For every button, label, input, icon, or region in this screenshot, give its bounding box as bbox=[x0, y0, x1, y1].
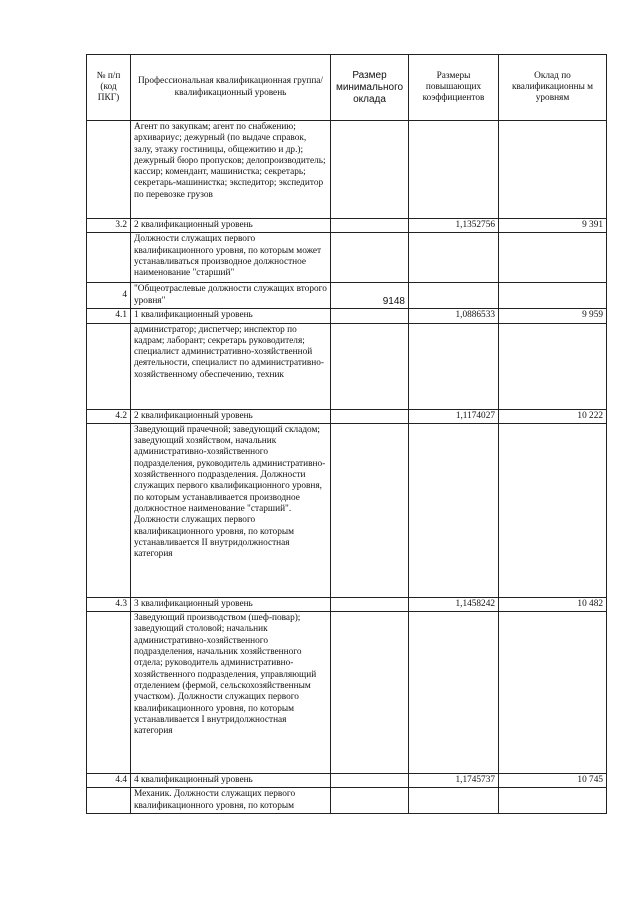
row-min bbox=[331, 409, 409, 423]
row-min bbox=[331, 612, 409, 774]
row-min bbox=[331, 323, 409, 409]
row-salary: 9 959 bbox=[499, 309, 607, 323]
row-min: 9148 bbox=[331, 283, 409, 309]
row-coef bbox=[409, 323, 499, 409]
row-coef bbox=[409, 233, 499, 283]
table-row bbox=[87, 283, 607, 309]
header-group: Профессиональная квалификационная группа/квалификационный уровень bbox=[131, 55, 331, 121]
row-coef bbox=[409, 283, 499, 309]
row-num: 4.2 bbox=[87, 409, 131, 423]
table-row bbox=[87, 233, 607, 283]
row-text: 1 квалификационный уровень bbox=[131, 309, 331, 323]
row-num: 4.1 bbox=[87, 309, 131, 323]
row-text: 2 квалификационный уровень bbox=[131, 219, 331, 233]
row-coef bbox=[409, 788, 499, 814]
row-coef bbox=[409, 423, 499, 597]
table-row bbox=[87, 597, 607, 611]
row-coef bbox=[409, 612, 499, 774]
row-min bbox=[331, 423, 409, 597]
table-row bbox=[87, 121, 607, 219]
row-num bbox=[87, 612, 131, 774]
row-salary: 10 222 bbox=[499, 409, 607, 423]
row-text: 2 квалификационный уровень bbox=[131, 409, 331, 423]
row-salary bbox=[499, 612, 607, 774]
row-coef: 1,0886533 bbox=[409, 309, 499, 323]
row-salary: 10 745 bbox=[499, 774, 607, 788]
table-header-row bbox=[87, 55, 607, 121]
row-num bbox=[87, 788, 131, 814]
row-coef: 1,1352756 bbox=[409, 219, 499, 233]
row-text: Должности служащих первого квалификационного уровня, по которым может устанавливаться производное должностное наименование "старший" bbox=[131, 233, 331, 283]
row-num bbox=[87, 423, 131, 597]
row-num: 4.4 bbox=[87, 774, 131, 788]
row-salary: 10 482 bbox=[499, 597, 607, 611]
row-salary bbox=[499, 283, 607, 309]
row-min bbox=[331, 121, 409, 219]
row-salary bbox=[499, 233, 607, 283]
row-text: "Общеотраслевые должности служащих второго уровня" bbox=[131, 283, 331, 309]
row-text: Механик. Должности служащих первого квалификационного уровня, по которым bbox=[131, 788, 331, 814]
salary-table bbox=[86, 54, 607, 814]
table-row bbox=[87, 409, 607, 423]
row-num: 4.3 bbox=[87, 597, 131, 611]
row-text: 4 квалификационный уровень bbox=[131, 774, 331, 788]
row-text: Заведующий производством (шеф-повар); заведующий столовой; начальник административно-хозяйственного подразделения, начальник хозяйственного отдела; руководитель административно-хозяйственного подразделения, управляющий отделением (фермой, сельскохозяйственным участком). Должности служащих первого квалификационного уровня, по которым устанавливается I внутридолжностная категория bbox=[131, 612, 331, 774]
table-row bbox=[87, 323, 607, 409]
row-num bbox=[87, 121, 131, 219]
header-salary: Оклад по квалификационны м уровням bbox=[499, 55, 607, 121]
row-salary bbox=[499, 788, 607, 814]
row-min bbox=[331, 219, 409, 233]
header-coef: Размеры повышающих коэффициентов bbox=[409, 55, 499, 121]
table-row bbox=[87, 612, 607, 774]
table-row bbox=[87, 219, 607, 233]
row-min bbox=[331, 233, 409, 283]
row-min bbox=[331, 309, 409, 323]
header-min-salary: Размер минимального оклада bbox=[331, 55, 409, 121]
row-min bbox=[331, 597, 409, 611]
row-salary: 9 391 bbox=[499, 219, 607, 233]
row-min bbox=[331, 788, 409, 814]
row-salary bbox=[499, 323, 607, 409]
row-num: 3.2 bbox=[87, 219, 131, 233]
row-text: 3 квалификационный уровень bbox=[131, 597, 331, 611]
row-num bbox=[87, 323, 131, 409]
row-num bbox=[87, 233, 131, 283]
table-row bbox=[87, 788, 607, 814]
row-text: Агент по закупкам; агент по снабжению; архивариус; дежурный (по выдаче справок, залу, этажу гостиницы, общежитию и др.); дежурный бюро пропусков; делопроизводитель; кассир; комендант, машинистка; секретарь; секретарь-машинистка; экспедитор; экспедитор по перевозке грузов bbox=[131, 121, 331, 219]
row-coef: 1,1745737 bbox=[409, 774, 499, 788]
row-text: Заведующий прачечной; заведующий складом; заведующий хозяйством, начальник административно-хозяйственного подразделения, руководитель административно-хозяйственного подразделения. Должности служащих первого квалификационного уровня, по которым устанавливается производное должностное наименование "старший". Должности служащих первого квалификационного уровня, по которым устанавливается II внутридолжностная категория bbox=[131, 423, 331, 597]
row-coef: 1,1174027 bbox=[409, 409, 499, 423]
row-salary bbox=[499, 423, 607, 597]
row-text: администратор; диспетчер; инспектор по кадрам; лаборант; секретарь руководителя; специалист административно-хозяйственной деятельности, специалист по административно-хозяйственному обеспечению, техник bbox=[131, 323, 331, 409]
table-row bbox=[87, 774, 607, 788]
row-coef bbox=[409, 121, 499, 219]
row-min bbox=[331, 774, 409, 788]
row-salary bbox=[499, 121, 607, 219]
row-coef: 1,1458242 bbox=[409, 597, 499, 611]
row-num: 4 bbox=[87, 283, 131, 309]
table-row bbox=[87, 423, 607, 597]
header-num: № п/п (код ПКГ) bbox=[87, 55, 131, 121]
table-row bbox=[87, 309, 607, 323]
